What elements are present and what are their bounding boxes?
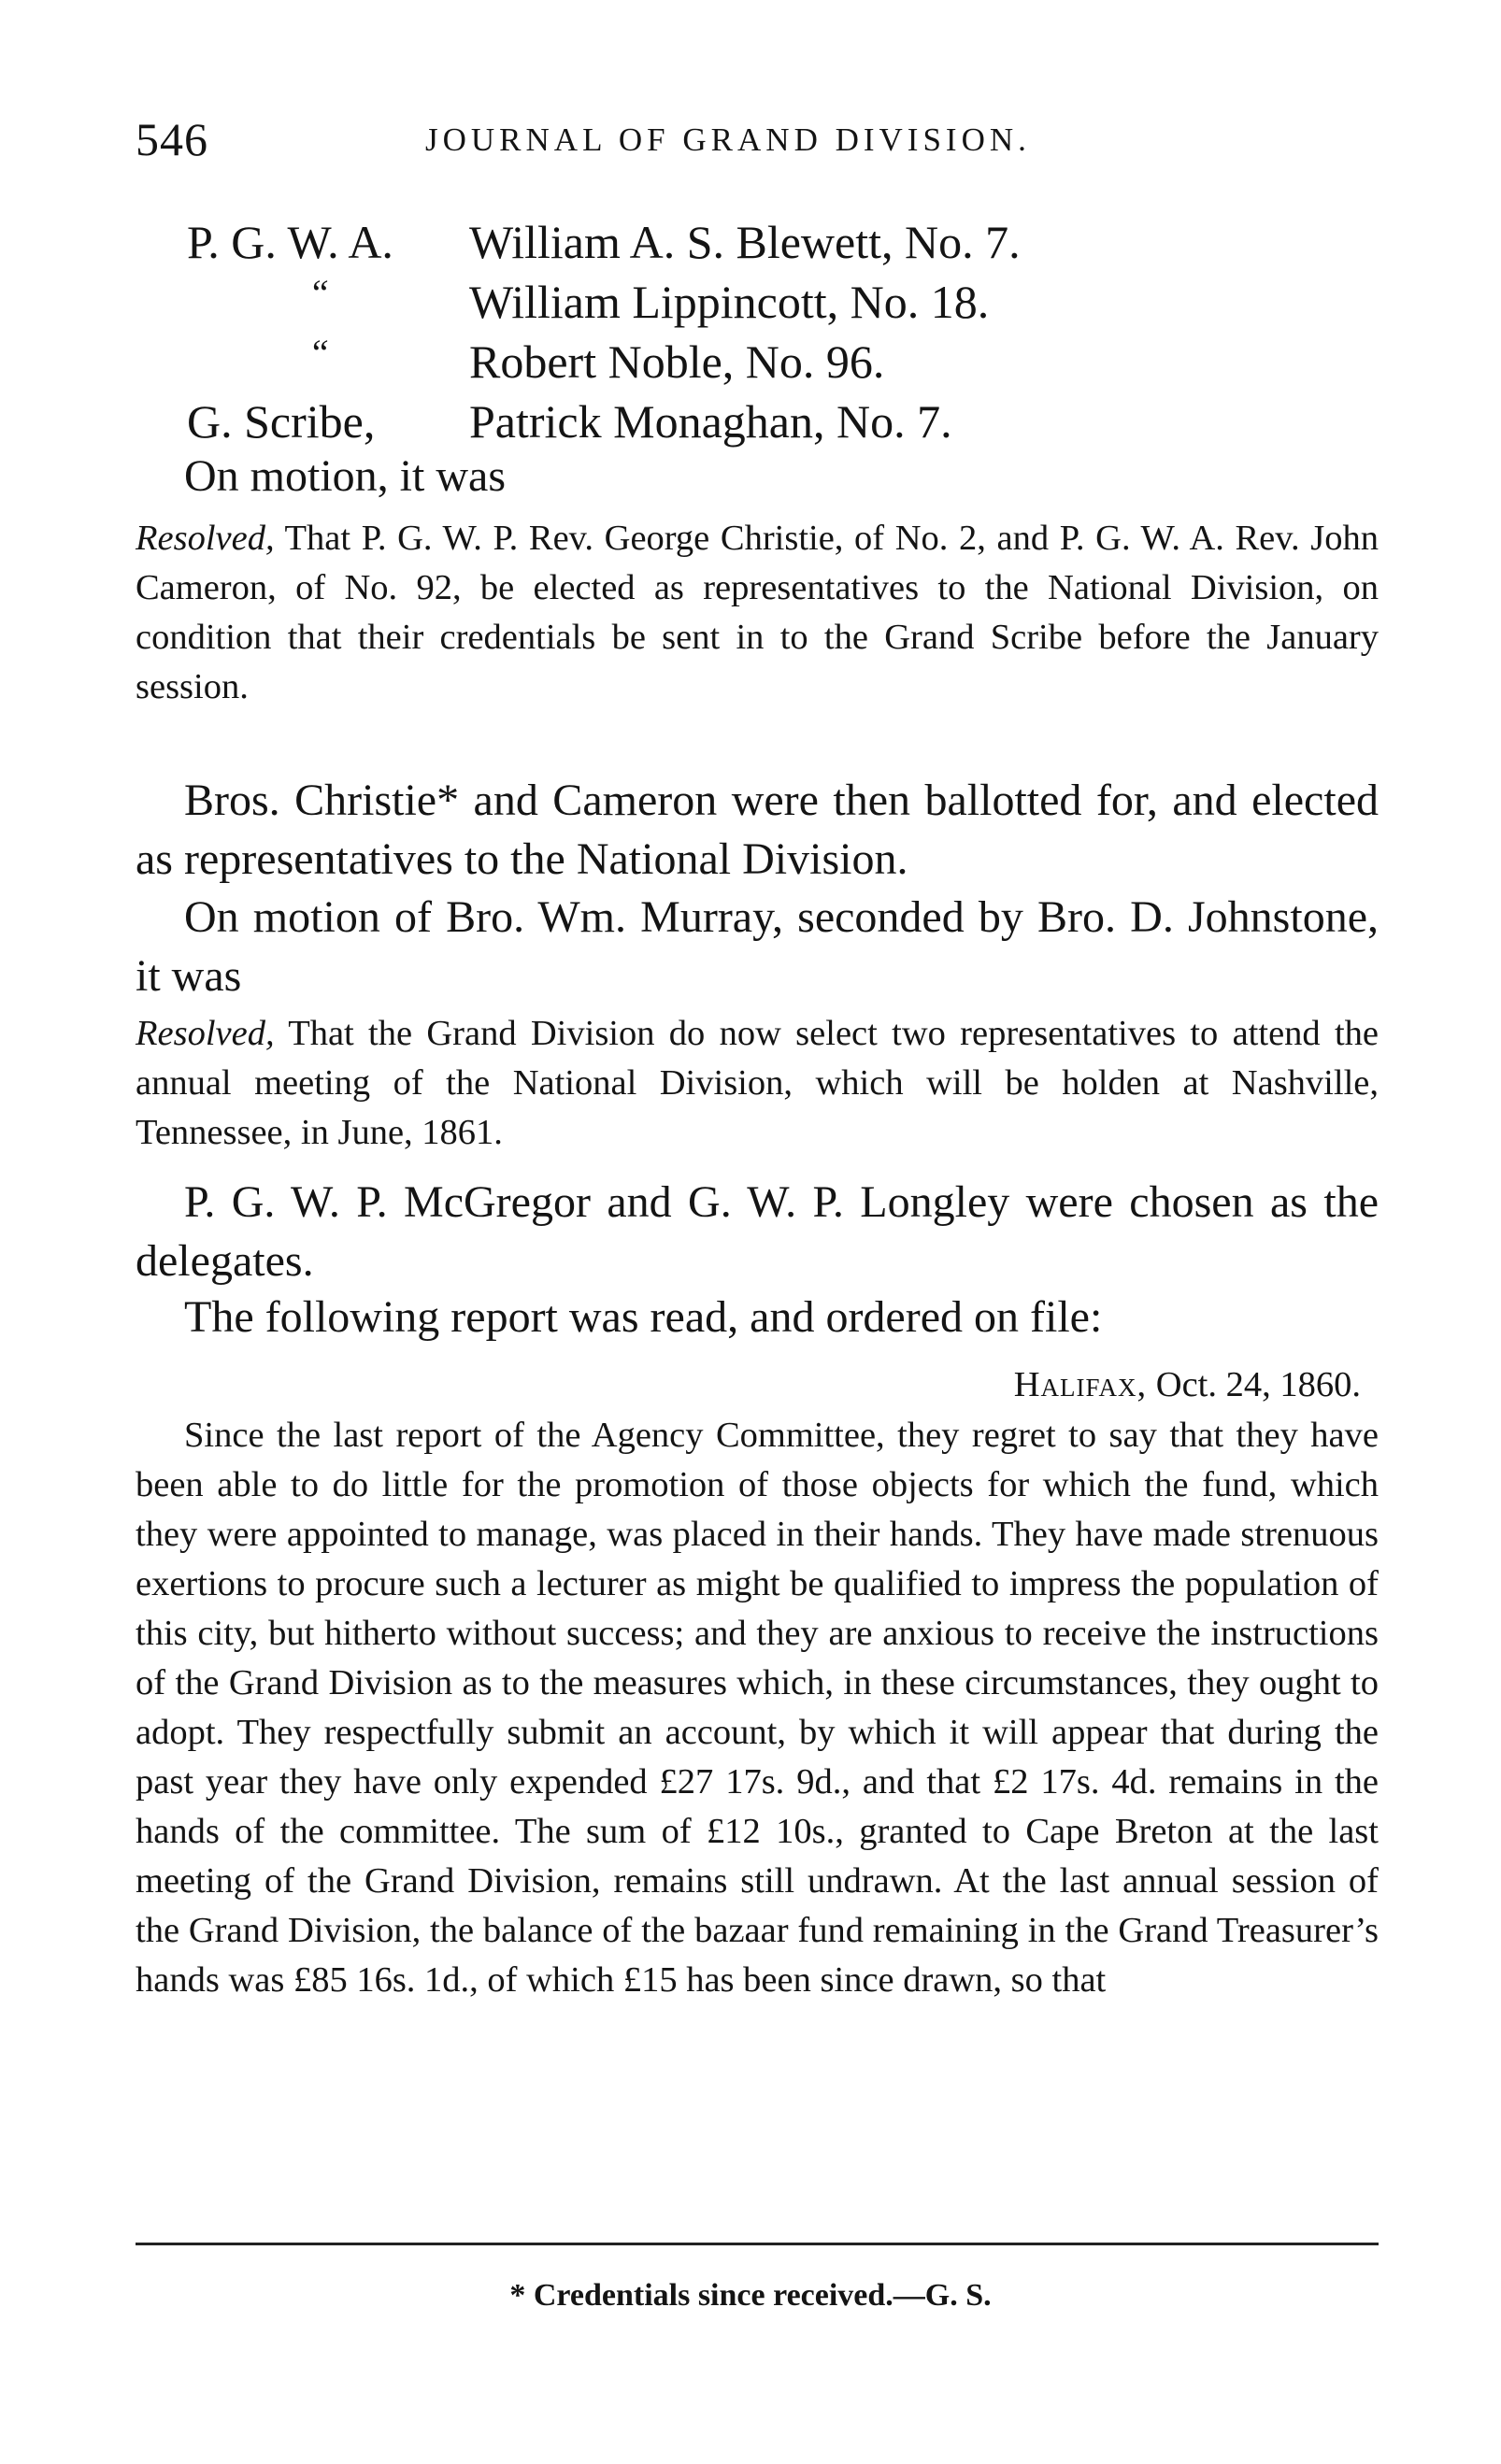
resolved-lead: Resolved,	[136, 519, 275, 558]
officer-row	[187, 394, 1308, 454]
officer-name: Robert Noble, No. 96.	[469, 335, 885, 388]
resolution-text: That P. G. W. P. Rev. George Christie, of No. 2, and P. G. W. A. Rev. John Cameron, of No. 92, be elected as representatives to the National Division, on condition that their credentials be sent in to the Grand Scribe before the January session.	[136, 519, 1379, 706]
footnote: * Credentials since received.—G. S.	[509, 2278, 992, 2313]
officer-row	[187, 272, 1308, 335]
ditto-mark: “	[308, 272, 330, 314]
officer-name: William Lippincott, No. 18.	[469, 276, 990, 328]
report-date: Oct. 24, 1860.	[1147, 1365, 1361, 1404]
report-dateline	[1014, 1364, 1361, 1405]
officer-name: William A. S. Blewett, No. 7.	[469, 216, 1021, 268]
page-number: 546	[136, 113, 208, 165]
resolution-paragraph	[136, 514, 1379, 712]
report-city: Halifax,	[1013, 1365, 1148, 1404]
resolution-text: That the Grand Division do now select two representatives to attend the annual meeting of the National Division, which will be holden at Nashville, Tennessee, in June, 1861.	[136, 1014, 1379, 1152]
running-head: JOURNAL OF GRAND DIVISION.	[425, 121, 1031, 158]
delegates-paragraph: P. G. W. P. McGregor and G. W. P. Longley were chosen as the delegates.	[136, 1177, 1379, 1286]
report-intro: The following report was read, and ordered on file:	[184, 1292, 1103, 1342]
motion-paragraph: On motion of Bro. Wm. Murray, seconded by Bro. D. Johnstone, it was	[136, 892, 1379, 1001]
officer-row	[187, 332, 1308, 394]
resolved-lead: Resolved,	[136, 1014, 275, 1053]
officer-list	[187, 215, 1308, 454]
officer-row	[187, 215, 1308, 275]
motion-paragraph: On motion, it was	[184, 451, 506, 501]
officer-name: Patrick Monaghan, No. 7.	[469, 395, 952, 448]
ditto-mark: “	[308, 332, 330, 374]
officer-title: P. G. W. A.	[187, 216, 393, 268]
footnote-rule	[136, 2243, 1379, 2245]
ballot-paragraph: Bros. Christie* and Cameron were then ballotted for, and elected as representatives to the National Division.	[136, 776, 1379, 884]
resolution-paragraph	[136, 1009, 1379, 1158]
officer-title: G. Scribe,	[187, 395, 376, 448]
page-header	[136, 112, 1369, 178]
report-body: Since the last report of the Agency Committee, they regret to say that they have been able to do little for the promotion of those objects for which the fund, which they were appointed to manage, was placed in their hands. They have made strenuous exertions to procure such a lecturer as might be qualified to impress the population of this city, but hitherto without success; and they are anxious to receive the instructions of the Grand Division as to the measures which, in these circumstances, they ought to adopt. They respectfully submit an account, by which it will appear that during the past year they have only expended £27 17s. 9d., and that £2 17s. 4d. remains in the hands of the committee. The sum of £12 10s., granted to Cape Breton at the last meeting of the Grand Division, remains still undrawn. At the last annual session of the Grand Division, the balance of the bazaar fund remaining in the Grand Treasurer’s hands was £85 16s. 1d., of which £15 has been since drawn, so that	[136, 1416, 1379, 2000]
